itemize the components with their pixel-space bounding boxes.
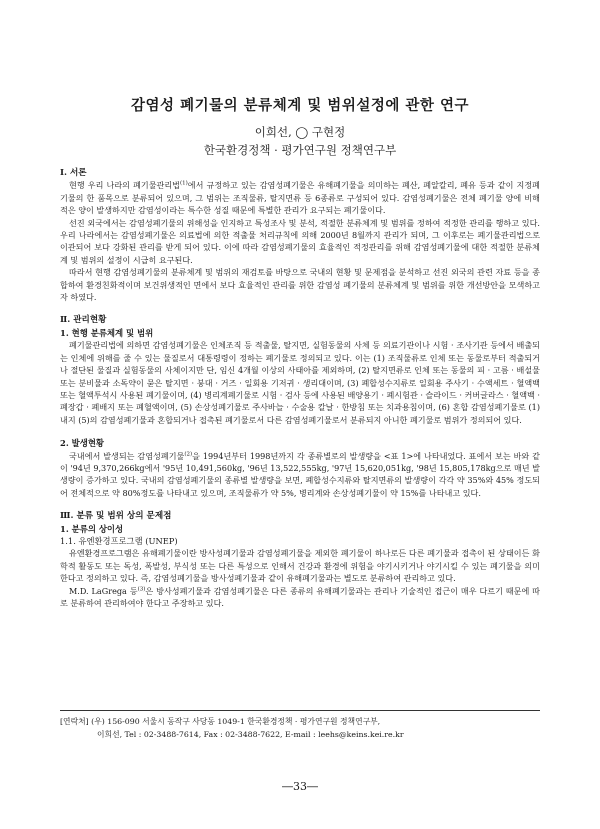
section-heading-introduction: Ⅰ. 서론 bbox=[60, 168, 87, 178]
section-heading-status: Ⅱ. 관리현황 bbox=[60, 315, 107, 326]
citation-sup: (1) bbox=[180, 180, 188, 187]
contact-line-phone-email: 이희선, Tel : 02-3488-7614, Fax : 02-3488-7622, E-mail : leehs@keins.kei.re.kr bbox=[97, 730, 404, 739]
section-heading-problems: Ⅲ. 분류 및 범위 상의 문제점 bbox=[60, 511, 172, 522]
paragraph: M.D. LaGrega 등$^{(3)}$은 방사성폐기물과 감염성폐기물은 다른 종류의 유해폐기물과는 관리나 기술적인 접근이 매우 다르기 때문에 따로 분류하여 관리하여야 한다고 주장하고 있다. bbox=[60, 585, 540, 608]
paragraph: 국내에서 발생되는 감염성폐기물$^{(2)}$을 1994년부터 1998년까지 각 종류별로의 발생량을 <표 1>에 나타내었다. 표에서 보는 바와 같이 '94년 9,370,266kg에서 '95년 10,491,560kg, '96년 13,522,555kg, '97년 15,620,051kg, '98년 15,805,178kg으로 매년 발생량이 증가하고 있다. 국내의 감염성폐기물의 종류별 발생량을 보면, 폐합성수지류와 탈지면류의 발생량이 각각 약 35%와 45% 정도되어 전체적으로 약 80%정도를 나타내고 있으며, 조직물류가 약 5%, 병리계와 손상성폐기물이 약 15%를 나타내고 있다. bbox=[60, 450, 540, 498]
citation-sup: (3) bbox=[137, 585, 146, 592]
footnote-divider bbox=[60, 710, 540, 711]
contact-line-address: [연락처] (우) 156-090 서울시 동작구 사당동 1049-1 한국환경정책 · 평가연구원 정책연구부, bbox=[60, 717, 381, 726]
paper-body bbox=[60, 167, 540, 609]
contact-footnote bbox=[60, 715, 540, 741]
paper-authors: 이희선, ◯ 구현정 bbox=[254, 125, 346, 139]
subsubsection-heading: 1.1. 유엔환경프로그램 (UNEP) bbox=[60, 535, 178, 546]
subsection-heading: 2. 발생현황 bbox=[60, 438, 105, 449]
paper-affiliation: 한국환경정책 · 평가연구원 정책연구부 bbox=[203, 143, 397, 157]
paragraph: 선진 외국에서는 감염성폐기물의 위해성을 인지하고 특성조사 및 분석, 적절한 분류체계 및 범위를 정하여 적정한 관리를 행하고 있다. 우리 나라에서는 감염성폐기물은 의료법에 의한 적출물 처리규칙에 의해 2000년 8월까지 관리가 되며, 그 이후로는 폐기물관리법으로 이관되어 보다 강화된 관리를 받게 되어 있다. 이에 따라 감염성폐기물의 효율적인 적정관리를 위해 감염성폐기물에 대한 적절한 분류체계 및 범위의 설정이 시급히 요구된다. bbox=[60, 217, 540, 265]
page-number: ―33― bbox=[282, 780, 318, 793]
paragraph: 따라서 현행 감염성폐기물의 분류체계 및 범위의 재검토를 바탕으로 국내의 현황 및 문제점을 분석하고 선진 외국의 관련 자료 등을 종합하여 환경친화적이며 보건위생적인 면에서 보다 효율적인 관리를 위한 감염성 폐기물의 분류체계 및 범위를 위한 개선방안을 모색하고자 하였다. bbox=[60, 267, 540, 303]
citation-sup: (2) bbox=[184, 450, 193, 457]
paragraph: 현행 우리 나라의 폐기물관리법$^{(1)}$에서 규정하고 있는 감염성폐기물은 유해폐기물을 의미하는 폐산, 폐알칼리, 폐유 등과 같이 지정폐기물의 한 품목으로 분류되어 있으며, 그 범위는 조직물류, 탈지면류 등 6종류로 구성되어 있다. 감염성폐기물은 전체 폐기물 양에 비해 적은 양이 발생하지만 감염성이라는 특수한 성질 때문에 특별한 관리가 요구되는 폐기물이다. bbox=[60, 180, 540, 216]
subsection-heading: 1. 분류의 상이성 bbox=[60, 523, 124, 534]
subsection-heading: 1. 현행 분류체계 및 범위 bbox=[60, 327, 154, 338]
paragraph: 유엔환경프로그램은 유해폐기물이란 방사성폐기물과 감염성폐기물을 제외한 폐기물이 하나로든 다른 폐기물과 접촉이 된 상태이든 화학적 활동도 또는 독성, 폭발성, 부식성 또는 다른 특성으로 인해서 건강과 환경에 위험을 야기시키거나 야기시킬 수 있는 폐기물을 의미한다고 정의하고 있다. 즉, 감염성폐기물을 방사성폐기물과 같이 유해폐기물과는 별도로 분류하여 관리하고 있다. bbox=[60, 548, 540, 584]
paper-title: 감염성 폐기물의 분류체계 및 범위설정에 관한 연구 bbox=[131, 97, 469, 114]
paragraph: 폐기물관리법에 의하면 감염성폐기물은 인체조직 등 적출물, 탈지면, 실험동물의 사체 등 의료기관이나 시험 · 조사기관 등에서 배출되는 인체에 위해를 줄 수 있는 물질로서 대통령령이 정하는 폐기물로 정의되고 있다. 이는 (1) 조직물류로 인체 또는 동물로부터 적출되거나 절단된 물질과 실험동물의 사체이지만 단, 임신 4개월 이상의 사태아를 제외하며, (2) 탈지면류로 인체 또는 동물의 피 · 고름 · 배설물 또는 분비물과 소독약이 묻은 탈지면 · 붕대 · 거즈 · 일회용 기저귀 · 생리대이며, (3) 폐합성수지류로 일회용 주사기 · 수액세트 · 혈액백 또는 혈액투석시 사용된 폐기물이며, (4) 병리계폐기물로 시험 · 검사 등에 사용된 배양용기 · 폐시험관 · 슬라이드 · 커버글라스 · 혈액백 · 폐장갑 · 폐배지 또는 폐혈액이며, (5) 손상성폐기물로 주사바늘 · 수술용 칼날 · 한방침 또는 치과용침이며, (6) 혼합 감염성폐기물로 (1) 내지 (5)의 감염성폐기물과 혼합되거나 접촉된 폐기물로서 다른 감염성폐기물로서 분류되지 아니한 폐기물로 범위가 정의되어 있다. bbox=[60, 340, 540, 425]
